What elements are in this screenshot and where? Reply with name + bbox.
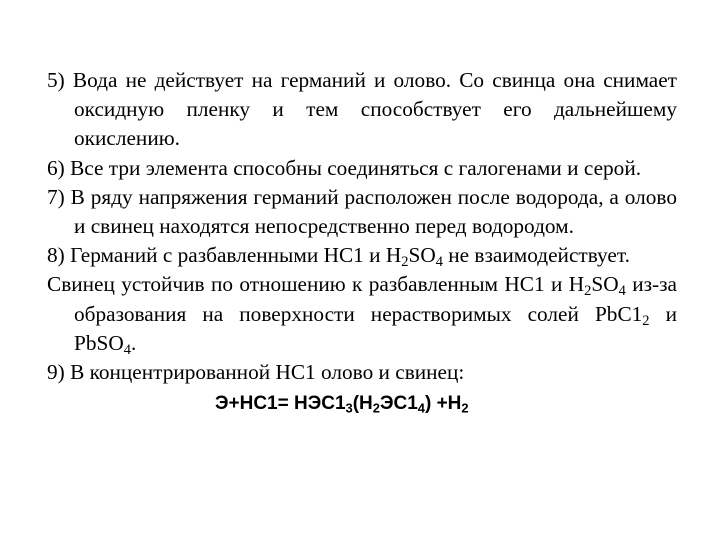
formula-part-a: Э+НС1= НЭС1 [215, 393, 346, 415]
lead-sub-2: 4 [618, 283, 626, 300]
item-8-sub-2: 4 [435, 254, 443, 271]
formula-part-b: (Н [352, 393, 373, 415]
formula-sub-2: 2 [372, 400, 380, 416]
lead-paragraph [47, 270, 677, 358]
item-7-text: 7) В ряду напряжения германий расположен после водорода, а олово и свинец находятся непосредственно перед водородом. [47, 184, 677, 239]
slide-content [47, 66, 677, 418]
item-9 [47, 358, 677, 387]
lead-sub-1: 2 [584, 283, 592, 300]
lead-text-a: Свинец устойчив по отношению к разбавленным НС1 и Н [47, 272, 585, 297]
item-6-text: 6) Все три элемента способны соединяться с галогенами и серой. [47, 155, 642, 180]
lead-text-b: SO [591, 272, 619, 297]
formula-sub-3: 4 [417, 400, 425, 416]
item-8-text-a: 8) Германий с разбавленными НС1 и Н [47, 243, 402, 268]
reaction-formula [47, 389, 677, 418]
item-6 [47, 154, 677, 183]
item-7 [47, 183, 677, 241]
lead-text-c: из-за образования на поверхности нерастворимых солей PbC1 [74, 272, 677, 326]
item-9-text: 9) В концентрированной НС1 олово и свинец: [47, 360, 465, 385]
lead-sub-3: 2 [642, 312, 650, 329]
formula-sub-1: 3 [345, 400, 353, 416]
item-5 [47, 66, 677, 154]
item-8 [47, 241, 677, 270]
lead-text-d: и PbSO [74, 301, 677, 355]
item-8-sub-1: 2 [401, 254, 409, 271]
formula-part-c: ЭС1 [379, 393, 418, 415]
lead-text-e: . [130, 330, 137, 355]
formula-sub-4: 2 [461, 400, 469, 416]
item-5-text: 5) Вода не действует на германий и олово. Со свинца она снимает оксидную пленку и тем способствует его дальнейшему окислению. [47, 68, 677, 151]
formula-part-d: ) +Н [424, 393, 462, 415]
item-8-text-c: не взаимодействует. [442, 243, 630, 268]
item-8-text-b: SO [408, 243, 436, 268]
lead-sub-4: 4 [123, 341, 131, 358]
